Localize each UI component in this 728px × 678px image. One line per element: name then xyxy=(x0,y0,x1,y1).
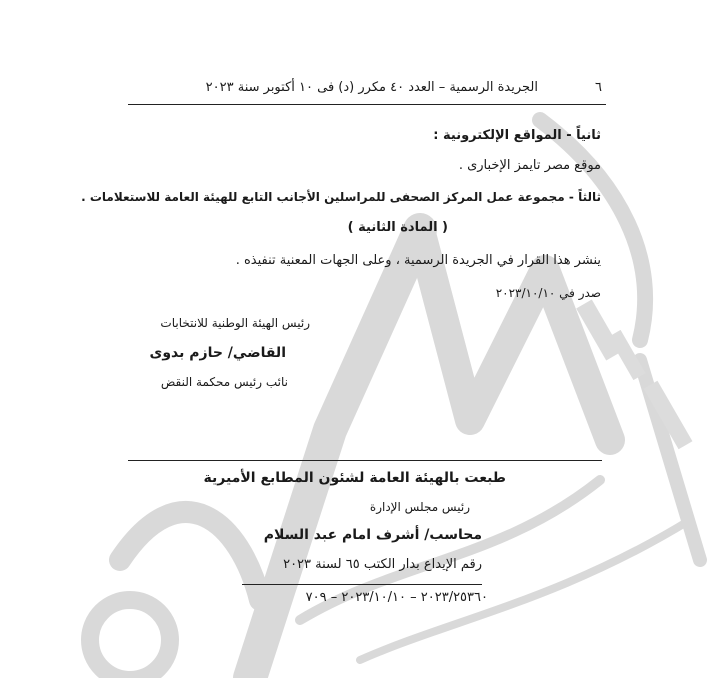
signer-name: القاضي/ حازم بدوى xyxy=(149,345,286,361)
deposit-number: رقم الإيداع بدار الكتب ٦٥ لسنة ٢٠٢٣ xyxy=(283,557,482,572)
signer-role: نائب رئيس محكمة النقض xyxy=(160,375,288,389)
section-two-item: موقع مصر تايمز الإخبارى . xyxy=(458,158,601,173)
signature-title: رئيس الهيئة الوطنية للانتخابات xyxy=(160,316,310,330)
page-number: ٦ xyxy=(595,80,602,95)
header-divider xyxy=(128,104,606,105)
board-title: رئيس مجلس الإدارة xyxy=(369,500,470,514)
gazette-header-line: الجريدة الرسمية – العدد ٤٠ مكرر (د) فى ١٠ أكتوبر سنة ٢٠٢٣ xyxy=(205,80,538,95)
publish-text: ينشر هذا القرار في الجريدة الرسمية ، وعلى الجهات المعنية تنفيذه . xyxy=(235,253,601,268)
article-two-heading: ( المادة الثانية ) xyxy=(347,220,448,235)
section-three-heading: ثالثاً - مجموعة عمل المركز الصحفى للمراسلين الأجانب التابع للهيئة العامة للاستعلامات . xyxy=(81,190,601,204)
footer-divider xyxy=(128,460,602,461)
print-code-line: ٢٠٢٣/٢٥٣٦٠ – ٢٠٢٣/١٠/١٠ – ٧٠٩ xyxy=(305,590,488,605)
deposit-divider xyxy=(242,584,482,585)
accountant-name: محاسب/ أشرف امام عبد السلام xyxy=(263,527,482,543)
issued-date: صدر في ٢٠٢٣/١٠/١٠ xyxy=(495,286,601,300)
printed-by: طبعت بالهيئة العامة لشئون المطابع الأميرية xyxy=(203,470,506,486)
section-two-heading: ثانياً - المواقع الإلكترونية : xyxy=(433,128,601,143)
